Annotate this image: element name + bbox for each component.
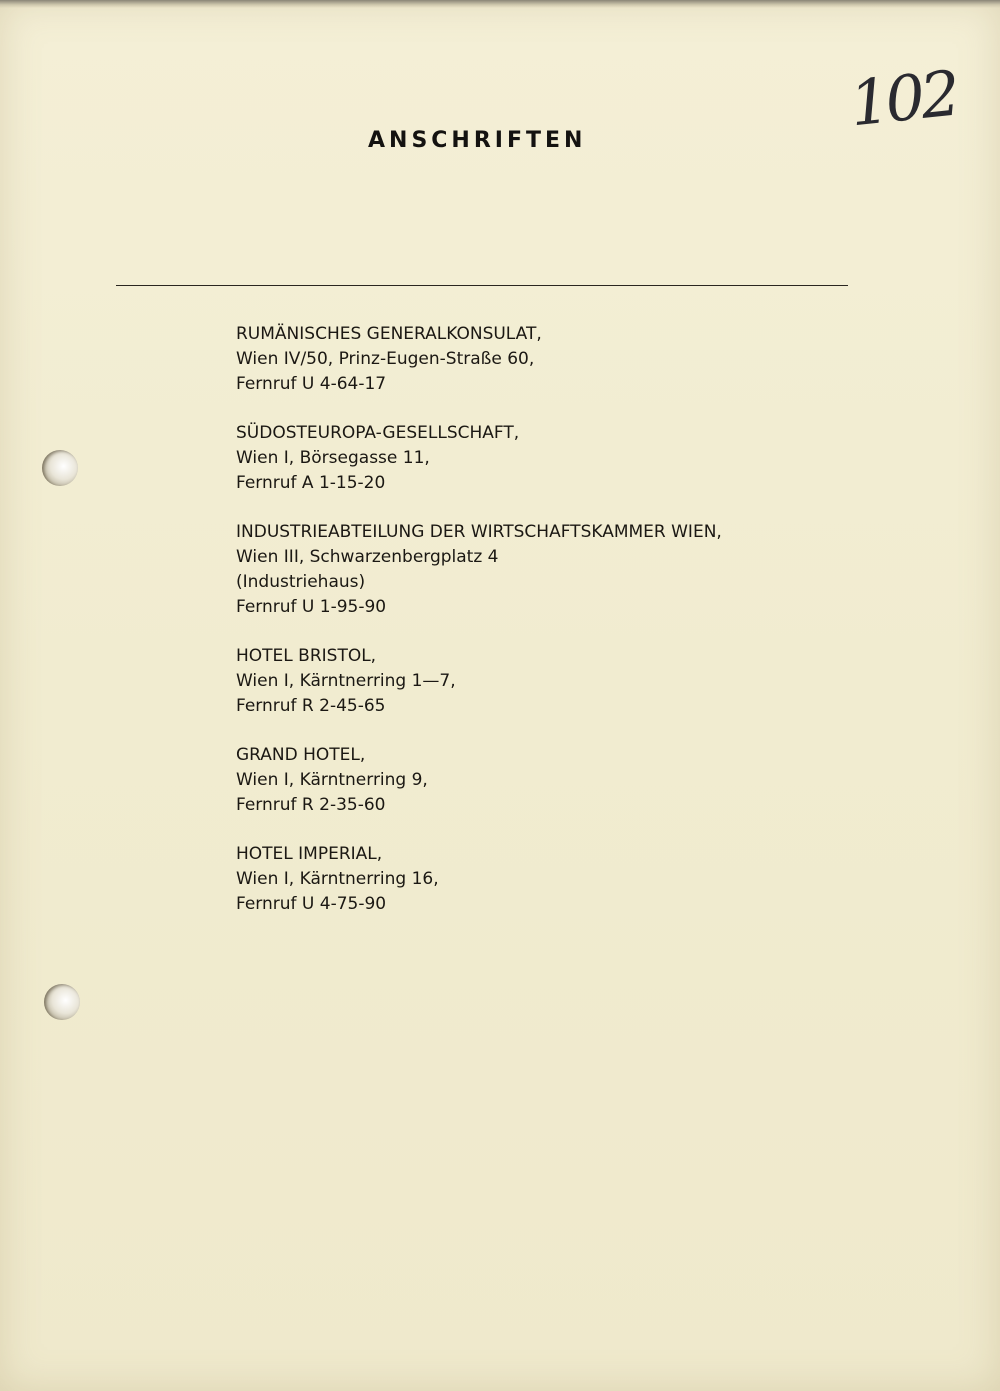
entry-phone: Fernruf U 4-64-17 <box>236 374 387 394</box>
entry-phone: Fernruf R 2-35-60 <box>236 795 386 815</box>
entry-name: HOTEL IMPERIAL, <box>236 844 383 864</box>
entry-name: INDUSTRIEABTEILUNG DER WIRTSCHAFTSKAMMER WIEN, <box>236 522 722 542</box>
handwritten-page-number: 102 <box>846 56 960 141</box>
entry-phone: Fernruf U 4-75-90 <box>236 894 387 914</box>
address-entry <box>236 743 876 818</box>
entry-phone: Fernruf R 2-45-65 <box>236 696 386 716</box>
entry-name: SÜDOSTEUROPA-GESELLSCHAFT, <box>236 423 520 443</box>
address-entry <box>236 520 876 620</box>
entry-phone: Fernruf U 1-95-90 <box>236 597 387 617</box>
address-entry <box>236 644 876 719</box>
page-top-edge <box>0 0 1000 8</box>
entry-phone: Fernruf A 1-15-20 <box>236 473 386 493</box>
horizontal-rule <box>116 285 848 286</box>
entry-address: Wien I, Börsegasse 11, <box>236 448 430 468</box>
page-title: ANSCHRIFTEN <box>368 128 587 153</box>
address-list <box>236 322 876 941</box>
address-entry <box>236 842 876 917</box>
address-entry <box>236 322 876 397</box>
entry-address: Wien I, Kärntnerring 16, <box>236 869 439 889</box>
punch-hole <box>44 984 80 1020</box>
entry-name: RUMÄNISCHES GENERALKONSULAT, <box>236 324 542 344</box>
punch-hole <box>42 450 78 486</box>
entry-address: Wien I, Kärntnerring 9, <box>236 770 428 790</box>
entry-address: Wien III, Schwarzenbergplatz 4 <box>236 547 499 567</box>
entry-name: HOTEL BRISTOL, <box>236 646 377 666</box>
entry-address: Wien IV/50, Prinz-Eugen-Straße 60, <box>236 349 535 369</box>
address-entry <box>236 421 876 496</box>
entry-address: Wien I, Kärntnerring 1—7, <box>236 671 456 691</box>
entry-building: (Industriehaus) <box>236 572 366 592</box>
entry-name: GRAND HOTEL, <box>236 745 366 765</box>
